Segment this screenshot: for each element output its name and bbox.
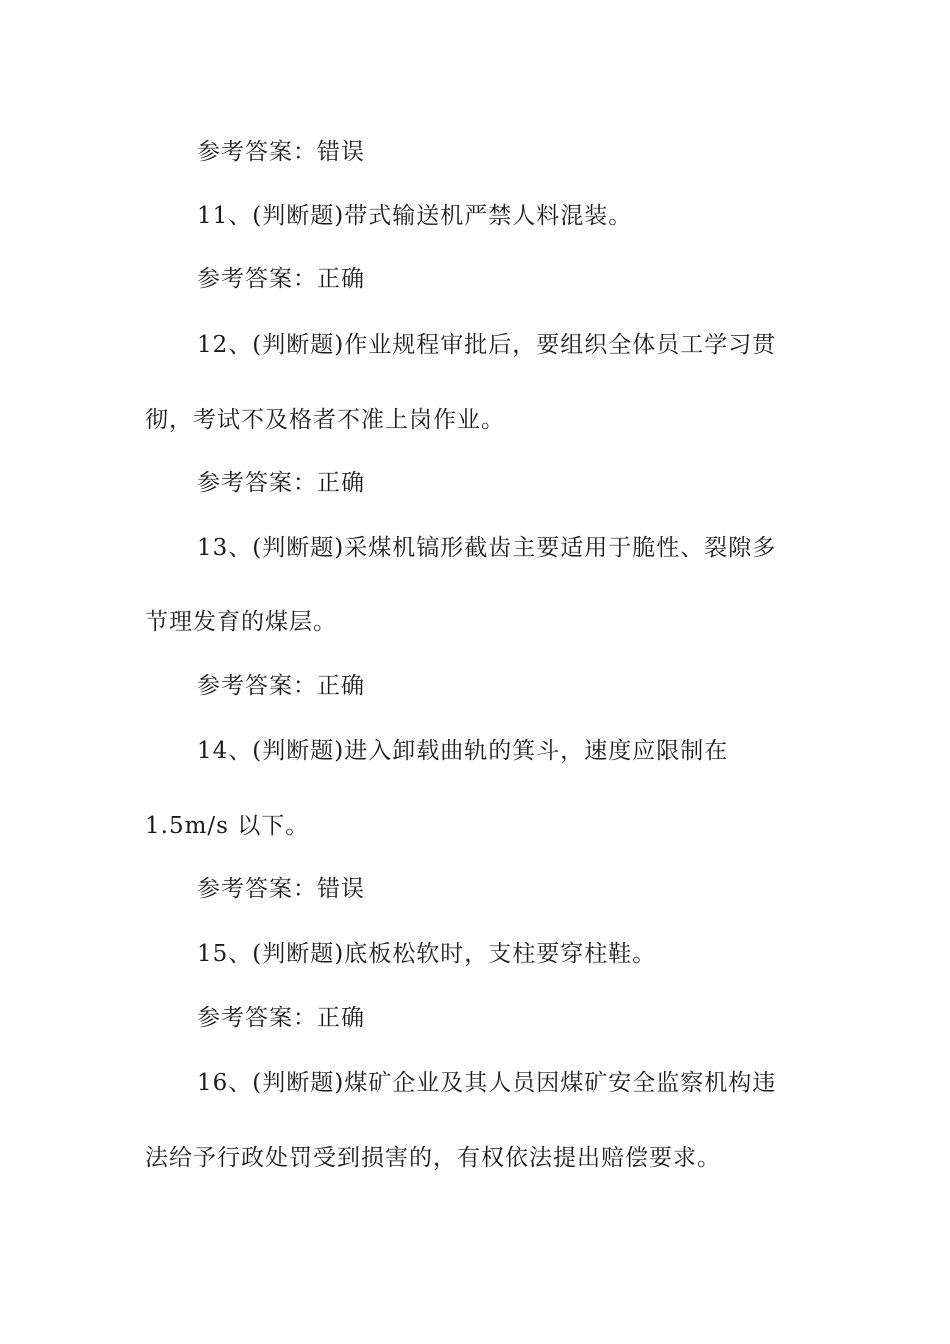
answer-line: 参考答案：正确 <box>197 470 365 496</box>
answer-line: 参考答案：正确 <box>197 1005 365 1031</box>
question-12-line-1: 12、(判断题)作业规程审批后，要组织全体员工学习贯 <box>197 332 777 358</box>
question-16-line-2: 法给予行政处罚受到损害的，有权依法提出赔偿要求。 <box>145 1145 721 1171</box>
answer-line: 参考答案：正确 <box>197 673 365 699</box>
question-14-line-2: 1.5m/s 以下。 <box>145 813 310 839</box>
answer-line: 参考答案：错误 <box>197 139 365 165</box>
question-16-line-1: 16、(判断题)煤矿企业及其人员因煤矿安全监察机构违 <box>197 1070 777 1096</box>
question-13-line-1: 13、(判断题)采煤机镐形截齿主要适用于脆性、裂隙多 <box>197 535 777 561</box>
question-15: 15、(判断题)底板松软时，支柱要穿柱鞋。 <box>197 941 657 967</box>
question-12-line-2: 彻，考试不及格者不准上岗作业。 <box>145 407 505 433</box>
question-11: 11、(判断题)带式输送机严禁人料混装。 <box>197 203 633 229</box>
question-13-line-2: 节理发育的煤层。 <box>145 609 337 635</box>
answer-line: 参考答案：正确 <box>197 266 365 292</box>
question-14-line-1: 14、(判断题)进入卸载曲轨的箕斗，速度应限制在 <box>197 738 729 764</box>
answer-line: 参考答案：错误 <box>197 876 365 902</box>
